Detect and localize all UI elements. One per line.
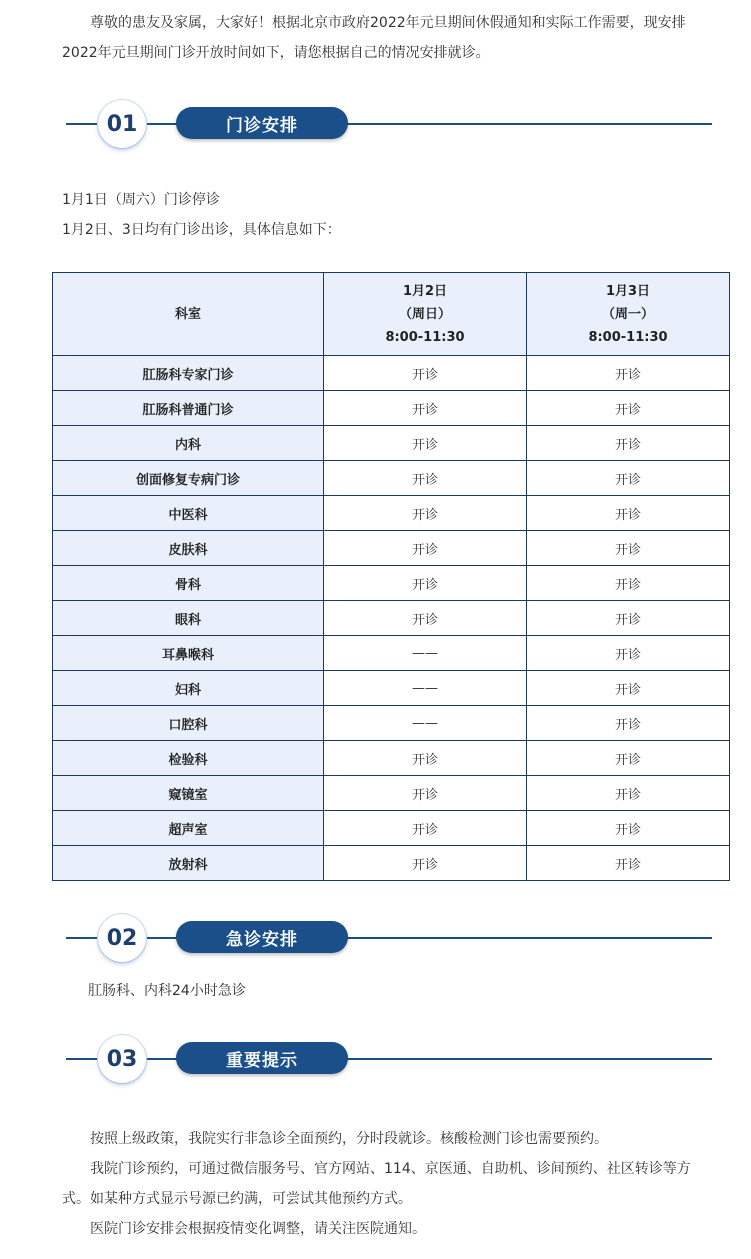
department-cell: 放射科	[53, 846, 324, 881]
table-row	[53, 636, 730, 671]
section-header-outpatient	[66, 100, 712, 152]
section-title: 门诊安排	[176, 107, 348, 139]
jan2-status-cell: 开诊	[324, 391, 527, 426]
header-jan2-weekday: （周日）	[398, 306, 451, 322]
section-number: 02	[98, 914, 146, 962]
table-row	[53, 566, 730, 601]
notice-paragraph-2: 我院门诊预约，可通过微信服务号、官方网站、114、京医通、自助机、诊间预约、社区转诊等方式。如某种方式显示号源已约满，可尝试其他预约方式。	[62, 1161, 691, 1207]
table-row	[53, 811, 730, 846]
notice-paragraph-1: 按照上级政策，我院实行非急诊全面预约，分时段就诊。核酸检测门诊也需要预约。	[90, 1131, 608, 1147]
header-jan3-weekday: （周一）	[601, 306, 654, 322]
jan3-status-cell: 开诊	[527, 566, 730, 601]
jan3-status-cell: 开诊	[527, 741, 730, 776]
jan3-status-cell: 开诊	[527, 426, 730, 461]
jan3-status-cell: 开诊	[527, 601, 730, 636]
intro-paragraph: 尊敬的患友及家属，大家好！根据北京市政府2022年元旦期间休假通知和实际工作需要，现安排2022年元旦期间门诊开放时间如下，请您根据自己的情况安排就诊。	[62, 15, 686, 61]
table-row	[53, 461, 730, 496]
department-cell: 口腔科	[53, 706, 324, 741]
jan3-status-cell: 开诊	[527, 391, 730, 426]
table-row	[53, 776, 730, 811]
table-row	[53, 531, 730, 566]
jan2-status-cell: 开诊	[324, 496, 527, 531]
jan3-status-cell: 开诊	[527, 356, 730, 391]
department-cell: 超声室	[53, 811, 324, 846]
table-row	[53, 741, 730, 776]
section-divider	[66, 123, 712, 125]
section-divider	[66, 1058, 712, 1060]
department-cell: 皮肤科	[53, 531, 324, 566]
header-jan2-date: 1月2日	[402, 283, 448, 299]
jan3-status-cell: 开诊	[527, 531, 730, 566]
department-cell: 骨科	[53, 566, 324, 601]
section-number: 01	[98, 100, 146, 148]
outpatient-schedule-table	[52, 272, 730, 881]
jan2-status-cell: 开诊	[324, 461, 527, 496]
outpatient-closed-note: 1月1日（周六）门诊停诊	[62, 192, 220, 208]
department-cell: 窥镜室	[53, 776, 324, 811]
header-jan2-time: 8:00-11:30	[385, 329, 465, 345]
department-cell: 内科	[53, 426, 324, 461]
jan3-status-cell: 开诊	[527, 706, 730, 741]
header-jan3-time: 8:00-11:30	[588, 329, 668, 345]
jan2-status-cell: 开诊	[324, 426, 527, 461]
jan3-status-cell: 开诊	[527, 461, 730, 496]
jan3-status-cell: 开诊	[527, 776, 730, 811]
table-row	[53, 706, 730, 741]
header-jan3	[527, 273, 730, 356]
header-jan2	[324, 273, 527, 356]
jan2-status-cell: 开诊	[324, 601, 527, 636]
jan2-status-cell: 开诊	[324, 566, 527, 601]
jan2-status-cell: ——	[324, 636, 527, 671]
table-row	[53, 671, 730, 706]
section-number: 03	[98, 1035, 146, 1083]
department-cell: 耳鼻喉科	[53, 636, 324, 671]
department-cell: 肛肠科普通门诊	[53, 391, 324, 426]
header-jan3-date: 1月3日	[605, 283, 651, 299]
jan3-status-cell: 开诊	[527, 846, 730, 881]
emergency-note: 肛肠科、内科24小时急诊	[88, 983, 246, 999]
table-row	[53, 356, 730, 391]
notice-paragraph-3: 医院门诊安排会根据疫情变化调整，请关注医院通知。	[90, 1221, 426, 1237]
jan3-status-cell: 开诊	[527, 496, 730, 531]
section-divider	[66, 937, 712, 939]
table-row	[53, 391, 730, 426]
section-title: 重要提示	[176, 1042, 348, 1074]
outpatient-open-note: 1月2日、3日均有门诊出诊，具体信息如下：	[62, 222, 341, 238]
jan3-status-cell: 开诊	[527, 811, 730, 846]
jan3-status-cell: 开诊	[527, 671, 730, 706]
jan2-status-cell: 开诊	[324, 811, 527, 846]
table-row	[53, 601, 730, 636]
jan2-status-cell: ——	[324, 706, 527, 741]
jan2-status-cell: 开诊	[324, 776, 527, 811]
section-header-notice	[66, 1035, 712, 1087]
jan2-status-cell: ——	[324, 671, 527, 706]
jan2-status-cell: 开诊	[324, 846, 527, 881]
table-header-row	[53, 273, 730, 356]
department-cell: 检验科	[53, 741, 324, 776]
section-title: 急诊安排	[176, 921, 348, 953]
table-row	[53, 426, 730, 461]
jan2-status-cell: 开诊	[324, 531, 527, 566]
department-cell: 眼科	[53, 601, 324, 636]
department-cell: 中医科	[53, 496, 324, 531]
department-cell: 创面修复专病门诊	[53, 461, 324, 496]
department-cell: 妇科	[53, 671, 324, 706]
table-row	[53, 846, 730, 881]
jan2-status-cell: 开诊	[324, 741, 527, 776]
header-department: 科室	[53, 273, 324, 356]
table-row	[53, 496, 730, 531]
department-cell: 肛肠科专家门诊	[53, 356, 324, 391]
jan3-status-cell: 开诊	[527, 636, 730, 671]
jan2-status-cell: 开诊	[324, 356, 527, 391]
section-header-emergency	[66, 914, 712, 966]
